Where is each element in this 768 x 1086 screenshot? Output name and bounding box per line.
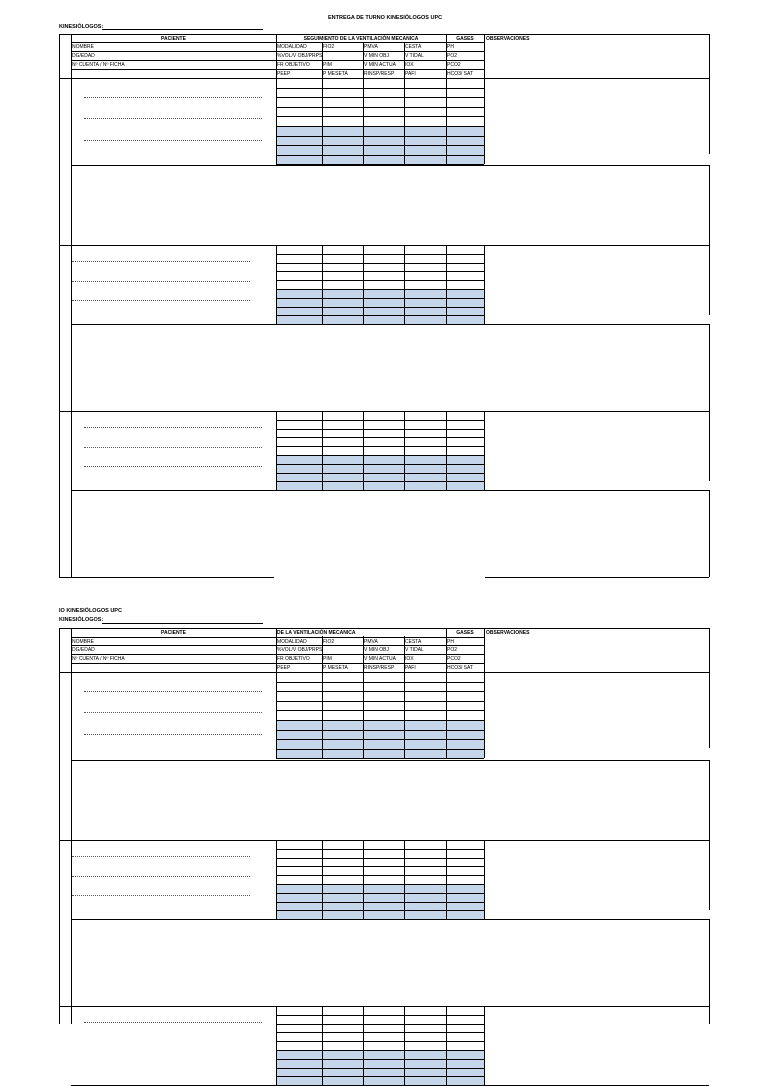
sheet2-header-gases: GASES [456,630,474,636]
data-col-line [446,411,447,490]
patient-info-line [72,261,250,262]
table-right-border [709,919,710,1006]
sheet1-label-cuenta-ficha: Nº CUENTA / Nº FICHA [72,62,125,68]
data-row-line [276,429,484,430]
sheet2-label-cesta: CESTA [405,639,422,645]
data-row-line [276,315,484,316]
header-col-line [276,628,277,636]
patient-block-line [59,78,709,79]
table-right-border [709,245,710,315]
header-col-line [404,42,405,78]
sheet2-kinesiologos-field[interactable] [102,623,263,624]
patient-info-line [72,281,250,282]
shaded-cell-row [277,290,484,298]
shaded-cell-row [277,456,484,464]
notes-block-line [71,919,485,920]
sheet2-label-pafi: PAFI [405,665,416,671]
patient-block-line [59,840,709,841]
sheet1-label-modalidad: MODALIDAD [277,44,307,50]
table-left-border [59,628,60,1024]
notes-block-line [485,919,709,920]
data-col-line [404,840,405,919]
notes-block-line [71,165,485,166]
data-col-line [484,78,485,164]
data-row-line [276,420,484,421]
sheet2-label-ph: PH [447,639,454,645]
shaded-cell-row [277,308,484,316]
patient-info-line [84,97,262,98]
sheet1-label-nombre: NOMBRE [72,44,94,50]
shaded-cell-row [277,721,484,730]
table-left-border [59,34,60,577]
header-row-line [71,60,484,61]
table-right-border [709,411,710,481]
sheet2-title: IO KINESIÓLOGOS UPC [59,608,122,614]
data-row-line [276,849,484,850]
data-row-line [276,1076,484,1077]
sheet2-label-peep: PEEP [277,665,291,671]
data-row-line [276,455,484,456]
data-col-line [484,672,485,758]
data-col-line [322,1006,323,1085]
patient-info-line [72,876,250,877]
table-right-border [709,165,710,245]
data-row-line [276,710,484,711]
notes-block-line [485,165,709,166]
data-col-line [446,672,447,758]
data-row-line [276,136,484,137]
header-col-line [484,42,485,78]
sheet2-label-rinsp-resp: RINSP/RESP [364,665,395,671]
header-col-line [446,636,447,672]
patient-info-line [84,691,262,692]
table-right-border [709,490,710,577]
sheet1-title: ENTREGA DE TURNO KINESIÓLOGOS UPC [328,15,443,21]
shaded-cell-row [277,474,484,482]
sheet2-label-dg-edad: DG/EDAD [72,647,95,653]
header-row-line [71,637,484,638]
header-row-line [71,51,484,52]
shaded-cell-row [277,894,484,902]
data-col-line [363,672,364,758]
table-top-border [59,628,709,629]
shaded-cell-row [277,903,484,911]
data-row-line [276,280,484,281]
patient-block-line [59,672,709,673]
data-row-line [276,1015,484,1016]
patient-info-line [84,118,262,119]
header-row-line [71,42,484,43]
patient-block-line [59,411,709,412]
sheet1-label-cesta: CESTA [405,44,422,50]
sheet1-label-pmva: PMVA [364,44,378,50]
data-col-line [276,1006,277,1085]
sheet2-label-nombre: NOMBRE [72,639,94,645]
shaded-cell-row [277,885,484,893]
data-row-line [276,464,484,465]
data-row-line [276,884,484,885]
table-right-border [709,672,710,748]
notes-block-line [71,324,485,325]
data-row-line [276,730,484,731]
sheet1-label-fio2: FIO2 [323,44,335,50]
table-right-border [709,840,710,910]
sheet2-label-cuenta-ficha: Nº CUENTA / Nº FICHA [72,656,125,662]
data-col-line [484,840,485,919]
header-col-line [484,34,485,42]
sheet1-kinesiologos-field[interactable] [102,29,263,30]
sheet1-label-vol-obj: %VOL/V OBJ/PRPS [277,53,323,59]
patient-info-line [84,140,262,141]
patient-info-line [84,427,262,428]
table-right-border [709,78,710,154]
data-row-line [276,682,484,683]
data-row-line [276,893,484,894]
header-row-line [71,663,484,664]
sheet1-label-pim: PIM [323,62,332,68]
data-row-line [276,1068,484,1069]
data-col-line [484,1006,485,1085]
patient-info-line [72,856,250,857]
data-col-line [276,411,277,490]
data-row-line [276,902,484,903]
header-row-line [71,69,484,70]
sheet1-label-pafi: PAFI [405,71,416,77]
shaded-cell-row [277,1051,484,1059]
data-row-line [276,720,484,721]
shaded-cell-row [277,156,484,165]
header-col-line [276,34,277,42]
data-col-line [446,1006,447,1085]
sheet2-label-vmin-actua: V MIN ACTUA [364,656,396,662]
sheet1-header-gases: GASES [456,36,474,42]
header-col-line [446,628,447,636]
data-row-line [276,473,484,474]
data-row-line [276,289,484,290]
data-row-line [276,97,484,98]
shaded-cell-row [277,740,484,749]
sheet1-label-fr-objetivo: FR OBJETIVO [277,62,310,68]
sheet1-label-ph: PH [447,44,454,50]
header-col-line [484,628,485,636]
patient-info-line [84,712,262,713]
data-row-line [276,858,484,859]
data-col-line [484,411,485,490]
header-col-line [446,42,447,78]
table-inner-left-border [71,78,72,577]
data-col-line [322,78,323,164]
table-right-border [709,324,710,411]
table-right-border [709,1006,710,1024]
sheet2-label-vmin-obj: V MIN OBJ [364,647,390,653]
header-divider [71,34,72,78]
sheet1-label-peep: PEEP [277,71,291,77]
data-col-line [322,411,323,490]
data-col-line [322,672,323,758]
sheet2-header-paciente: PACIENTE [161,630,186,636]
sheet1-header-seguimiento: SEGUIMIENTO DE LA VENTILACIÓN MECANICA [303,36,419,42]
patient-block-line [59,1006,709,1007]
patient-info-line [84,734,262,735]
patient-block-line [59,245,709,246]
data-col-line [484,245,485,324]
header-col-line [404,636,405,672]
shaded-cell-row [277,1069,484,1077]
sheet2-label-pco2: PCO2 [447,656,461,662]
header-col-line [276,636,277,672]
data-col-line [322,245,323,324]
notes-block-line [485,490,709,491]
sheet2-header-seguimiento: DE LA VENTILACIÓN MECANICA [277,630,356,636]
shaded-cell-row [277,1060,484,1068]
data-row-line [276,875,484,876]
data-row-line [276,116,484,117]
data-row-line [276,1059,484,1060]
table-right-border [709,760,710,840]
table-bottom-border [59,577,274,578]
data-row-line [276,145,484,146]
data-row-line [276,437,484,438]
data-col-line [363,78,364,164]
sheet2-label-pim: PIM [323,656,332,662]
table-top-border [59,34,709,35]
sheet2-label-iox: IOX [405,656,414,662]
data-row-line [276,739,484,740]
data-col-line [276,672,277,758]
sheet1-header-observaciones: OBSERVACIONES [486,36,530,42]
table-right-border [709,628,710,672]
data-row-line [276,481,484,482]
data-col-line [276,245,277,324]
patient-info-line [72,300,250,301]
data-col-line [363,840,364,919]
sheet2-label-po2: PO2 [447,647,458,653]
data-col-line [404,411,405,490]
header-col-line [446,34,447,42]
shaded-cell-row [277,146,484,155]
sheet1-header-paciente: PACIENTE [161,36,186,42]
data-row-line [276,691,484,692]
data-row-line [276,126,484,127]
sheet1-label-p-meseta: P MESETA [323,71,348,77]
patient-info-line [84,447,262,448]
sheet1-label-iox: IOX [405,62,414,68]
patient-info-line [72,895,250,896]
data-row-line [276,88,484,89]
notes-block-line [485,324,709,325]
data-row-line [276,1050,484,1051]
header-col-line [322,42,323,78]
data-row-line [276,271,484,272]
sheet2-label-p-meseta: P MESETA [323,665,348,671]
data-row-line [276,254,484,255]
sheet2-label-modalidad: MODALIDAD [277,639,307,645]
sheet2-label-vtidal: V TIDAL [405,647,424,653]
shaded-cell-row [277,137,484,146]
data-row-line [276,1032,484,1033]
sheet2-kinesiologos-label: KINESIÓLOGOS: [59,617,104,623]
header-row-line [71,654,484,655]
data-row-line [276,446,484,447]
sheet1-kinesiologos-label: KINESIÓLOGOS: [59,24,104,30]
header-col-line [363,42,364,78]
header-col-line [322,636,323,672]
data-col-line [446,840,447,919]
data-row-line [276,749,484,750]
data-col-line [322,840,323,919]
notes-block-line [485,760,709,761]
sheet2-label-fr-objetivo: FR OBJETIVO [277,656,310,662]
patient-info-line [84,466,262,467]
data-row-line [276,866,484,867]
header-row-line [71,645,484,646]
table-inner-left-border [71,672,72,1024]
shaded-cell-row [277,465,484,473]
data-row-line [276,1041,484,1042]
sheet1-label-vmin-actua: V MIN ACTUA [364,62,396,68]
data-col-line [276,840,277,919]
data-col-line [404,78,405,164]
data-col-line [363,1006,364,1085]
table-right-border [709,34,710,78]
header-col-line [276,42,277,78]
data-row-line [276,701,484,702]
data-col-line [404,1006,405,1085]
sheet1-label-rinsp-resp: RINSP/RESP [364,71,395,77]
data-col-line [363,245,364,324]
data-row-line [276,298,484,299]
shaded-cell-row [277,299,484,307]
sheet1-label-dg-edad: DG/EDAD [72,53,95,59]
data-row-line [276,263,484,264]
data-col-line [363,411,364,490]
sheet2-header-observaciones: OBSERVACIONES [486,630,530,636]
data-row-line [276,307,484,308]
data-row-line [276,107,484,108]
sheet2-label-hco3-sat: HCO3/ SAT [447,665,474,671]
sheet1-label-vmin-obj: V MIN OBJ [364,53,390,59]
table-bottom-border [485,577,709,578]
header-col-line [484,636,485,672]
sheet2-label-pmva: PMVA [364,639,378,645]
header-col-line [363,636,364,672]
shaded-cell-row [277,127,484,136]
data-row-line [276,910,484,911]
header-divider [71,628,72,672]
notes-block-line [71,490,485,491]
notes-block-line [71,760,485,761]
data-col-line [446,78,447,164]
data-col-line [404,672,405,758]
shaded-cell-row [277,750,484,759]
data-col-line [276,78,277,164]
data-row-line [276,155,484,156]
sheet1-label-vtidal: V TIDAL [405,53,424,59]
sheet1-label-pco2: PCO2 [447,62,461,68]
shaded-cell-row [277,731,484,740]
sheet1-label-hco3-sat: HCO3/ SAT [447,71,474,77]
sheet1-label-po2: PO2 [447,53,458,59]
sheet2-label-fio2: FIO2 [323,639,335,645]
sheet2-label-vol-obj: %VOL/V OBJ/PRPS [277,647,323,653]
patient-info-line [84,1022,262,1023]
data-col-line [404,245,405,324]
data-col-line [446,245,447,324]
